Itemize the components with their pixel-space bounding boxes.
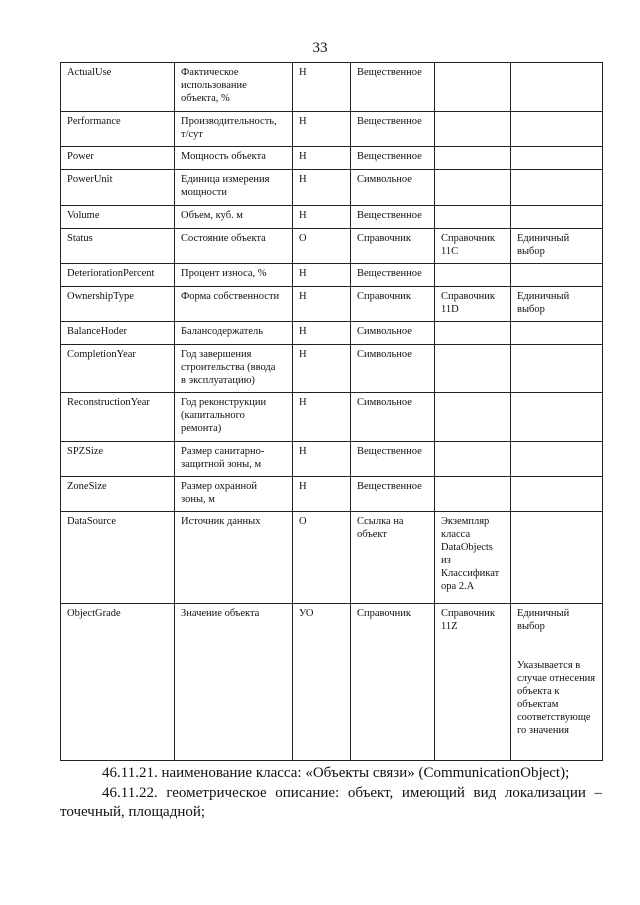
attributes-table-body	[61, 63, 603, 761]
attribute-note-cell	[511, 477, 603, 512]
attribute-reference-cell	[435, 147, 511, 170]
attribute-description-cell: Объем, куб. м	[175, 206, 293, 229]
attribute-reference-cell: Экземпляр класса DataObjects из Классификат ора 2.А	[435, 512, 511, 604]
attribute-reference-cell	[435, 442, 511, 477]
attribute-name-cell: ActualUse	[61, 63, 175, 112]
attribute-note-cell	[511, 322, 603, 345]
attribute-name-cell: ReconstructionYear	[61, 393, 175, 442]
attribute-reference-cell	[435, 264, 511, 287]
attribute-reference-cell	[435, 322, 511, 345]
attribute-note-cell	[511, 170, 603, 206]
table-row	[61, 442, 603, 477]
attribute-name-cell: Volume	[61, 206, 175, 229]
table-row	[61, 287, 603, 322]
attribute-flag-cell: Н	[293, 147, 351, 170]
table-row	[61, 512, 603, 604]
attribute-type-cell: Вещественное	[351, 206, 435, 229]
attribute-description-cell: Состояние объекта	[175, 229, 293, 264]
attribute-flag-cell: Н	[293, 206, 351, 229]
attribute-reference-cell	[435, 206, 511, 229]
page-number: 33	[312, 40, 328, 56]
attribute-note-cell	[511, 206, 603, 229]
attribute-name-cell: DataSource	[61, 512, 175, 604]
attribute-type-cell: Справочник	[351, 229, 435, 264]
attribute-name-cell: DeteriorationPercent	[61, 264, 175, 287]
table-row	[61, 264, 603, 287]
attribute-flag-cell: Н	[293, 322, 351, 345]
table-row	[61, 322, 603, 345]
attribute-name-cell: Status	[61, 229, 175, 264]
attribute-reference-cell	[435, 170, 511, 206]
table-row	[61, 345, 603, 393]
attribute-note-cell	[511, 147, 603, 170]
table-row	[61, 206, 603, 229]
attribute-description-cell: Балансодержатель	[175, 322, 293, 345]
attribute-name-cell: CompletionYear	[61, 345, 175, 393]
attribute-type-cell: Вещественное	[351, 264, 435, 287]
attribute-flag-cell: Н	[293, 393, 351, 442]
attribute-flag-cell: Н	[293, 112, 351, 147]
attribute-note-cell	[511, 63, 603, 112]
attribute-note-cell: Единичный выбор	[511, 229, 603, 264]
attribute-flag-cell: О	[293, 229, 351, 264]
attribute-type-cell: Вещественное	[351, 442, 435, 477]
attribute-flag-cell: Н	[293, 442, 351, 477]
table-row	[61, 393, 603, 442]
attribute-type-cell: Символьное	[351, 170, 435, 206]
attribute-reference-cell	[435, 63, 511, 112]
attribute-description-cell: Размер охранной зоны, м	[175, 477, 293, 512]
attribute-type-cell: Вещественное	[351, 63, 435, 112]
attribute-name-cell: ObjectGrade	[61, 604, 175, 761]
attribute-note-cell: Единичный выбор	[511, 287, 603, 322]
table-row	[61, 147, 603, 170]
attribute-description-cell: Процент износа, %	[175, 264, 293, 287]
attribute-description-cell: Производительность, т/сут	[175, 112, 293, 147]
attribute-reference-cell: Справочник 11Z	[435, 604, 511, 761]
attribute-description-cell: Источник данных	[175, 512, 293, 604]
attribute-note-cell	[511, 442, 603, 477]
attribute-type-cell: Вещественное	[351, 477, 435, 512]
attribute-description-cell: Фактическое использование объекта, %	[175, 63, 293, 112]
attribute-reference-cell: Справочник 11С	[435, 229, 511, 264]
table-row	[61, 229, 603, 264]
attribute-name-cell: Power	[61, 147, 175, 170]
attribute-name-cell: SPZSize	[61, 442, 175, 477]
attribute-description-cell: Размер санитарно- защитной зоны, м	[175, 442, 293, 477]
attribute-reference-cell	[435, 393, 511, 442]
attribute-flag-cell: Н	[293, 170, 351, 206]
table-row	[61, 477, 603, 512]
attribute-type-cell: Вещественное	[351, 112, 435, 147]
attribute-note-cell	[511, 512, 603, 604]
attribute-type-cell: Символьное	[351, 322, 435, 345]
table-row	[61, 170, 603, 206]
attribute-flag-cell: О	[293, 512, 351, 604]
attribute-note-cell	[511, 345, 603, 393]
attribute-description-cell: Значение объекта	[175, 604, 293, 761]
table-row	[61, 63, 603, 112]
attribute-reference-cell	[435, 477, 511, 512]
attribute-reference-cell	[435, 345, 511, 393]
attribute-reference-cell: Справочник 11D	[435, 287, 511, 322]
table-row	[61, 112, 603, 147]
attribute-type-cell: Вещественное	[351, 147, 435, 170]
attribute-description-cell: Форма собственности	[175, 287, 293, 322]
attribute-flag-cell: Н	[293, 264, 351, 287]
attribute-description-cell: Мощность объекта	[175, 147, 293, 170]
paragraph-geometry: 46.11.22. геометрическое описание: объект, имеющий вид локализации – точечный, площадной;	[60, 785, 602, 820]
attribute-flag-cell: УО	[293, 604, 351, 761]
attribute-name-cell: BalanceHoder	[61, 322, 175, 345]
table-row	[61, 604, 603, 761]
paragraph-class-name: 46.11.21. наименование класса: «Объекты связи» (CommunicationObject);	[102, 765, 570, 781]
attribute-description-cell: Единица измерения мощности	[175, 170, 293, 206]
attribute-type-cell: Ссылка на объект	[351, 512, 435, 604]
attribute-type-cell: Символьное	[351, 393, 435, 442]
attribute-name-cell: OwnershipType	[61, 287, 175, 322]
attribute-name-cell: Performance	[61, 112, 175, 147]
attribute-flag-cell: Н	[293, 63, 351, 112]
attribute-note-cell	[511, 393, 603, 442]
attribute-note-cell	[511, 264, 603, 287]
attribute-flag-cell: Н	[293, 287, 351, 322]
attribute-description-cell: Год реконструкции (капитального ремонта)	[175, 393, 293, 442]
attribute-flag-cell: Н	[293, 345, 351, 393]
attribute-note-cell	[511, 112, 603, 147]
attribute-name-cell: ZoneSize	[61, 477, 175, 512]
attribute-name-cell: PowerUnit	[61, 170, 175, 206]
attribute-flag-cell: Н	[293, 477, 351, 512]
attribute-type-cell: Символьное	[351, 345, 435, 393]
attribute-type-cell: Справочник	[351, 287, 435, 322]
attribute-note-cell: Единичный выбор Указывается в случае отнесения объекта к объектам соответствующе го значения	[511, 604, 603, 761]
attributes-table	[60, 62, 603, 761]
attribute-type-cell: Справочник	[351, 604, 435, 761]
attribute-description-cell: Год завершения строительства (ввода в эксплуатацию)	[175, 345, 293, 393]
attribute-reference-cell	[435, 112, 511, 147]
